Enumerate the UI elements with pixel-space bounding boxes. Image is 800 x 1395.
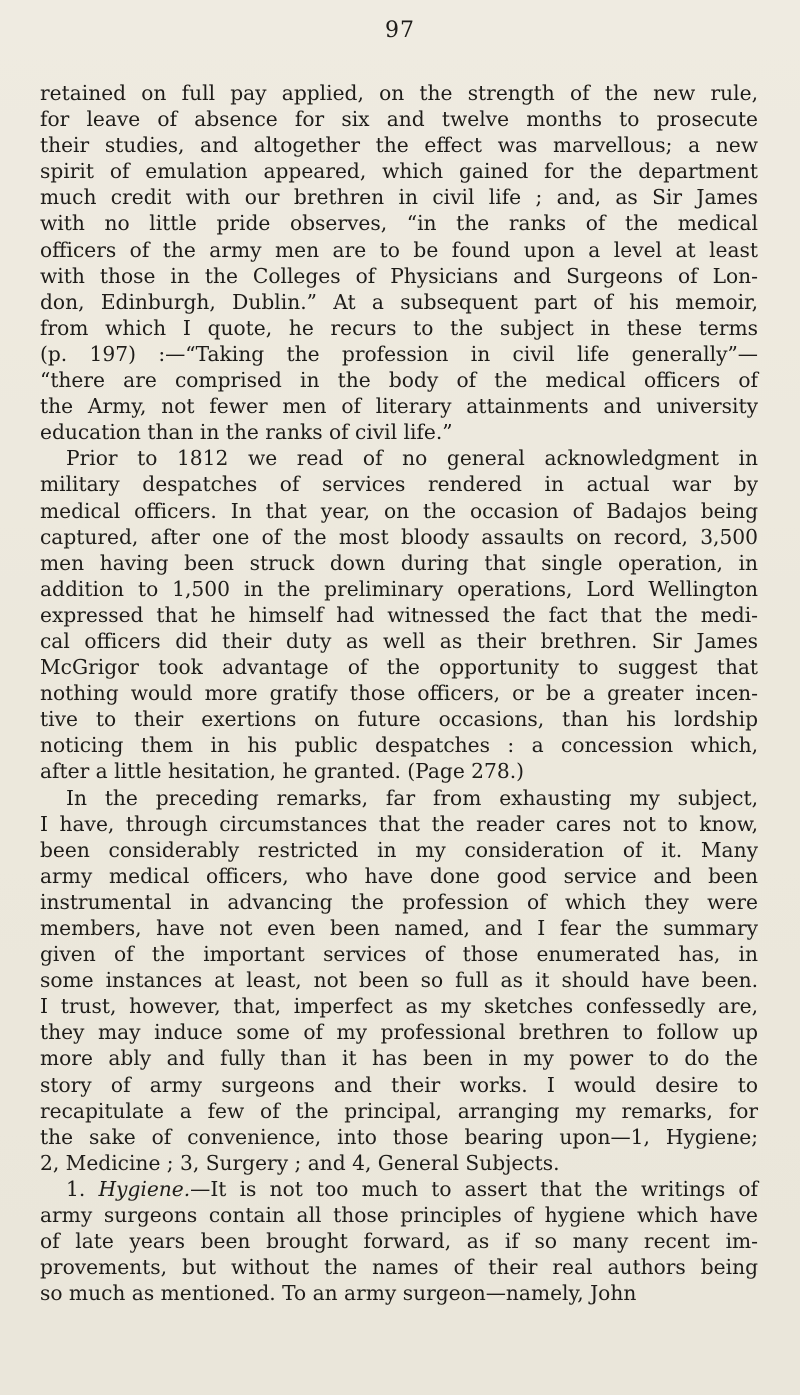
text-line: army surgeons contain all those principles of hygiene which have <box>40 1203 758 1228</box>
text-line: they may induce some of my professional brethren to follow up <box>40 1020 758 1045</box>
text-line: officers of the army men are to be found upon a level at least <box>40 237 758 262</box>
text-line: 2, Medicine ; 3, Surgery ; and 4, General Subjects. <box>40 1150 560 1175</box>
text-line: been considerably restricted in my consideration of it. Many <box>40 837 758 862</box>
body-text <box>40 80 758 1306</box>
text-line: military despatches of services rendered in actual war by <box>40 472 758 497</box>
text-line: “there are comprised in the body of the medical officers of <box>40 368 758 393</box>
text-line: (p. 197) :—“Taking the profession in civil life generally”— <box>40 341 758 366</box>
text-line: In the preceding remarks, far from exhausting my subject, <box>66 785 758 810</box>
text-line: 1. Hygiene.—It is not too much to assert that the writings of <box>66 1176 758 1201</box>
text-line: so much as mentioned. To an army surgeon—namely, John <box>40 1281 637 1306</box>
text-line: I have, through circumstances that the reader cares not to know, <box>40 811 758 836</box>
text-line: men having been struck down during that single operation, in <box>40 550 758 575</box>
text-line: McGrigor took advantage of the opportunity to suggest that <box>40 655 758 680</box>
text-line: don, Edinburgh, Dublin.” At a subsequent part of his memoir, <box>40 289 758 314</box>
text-line: after a little hesitation, he granted. (Page 278.) <box>40 759 525 784</box>
text-line: captured, after one of the most bloody assaults on record, 3,500 <box>40 524 758 549</box>
text-line: spirit of emulation appeared, which gained for the department <box>40 159 758 184</box>
text-line: given of the important services of those enumerated has, in <box>40 942 758 967</box>
text-line: recapitulate a few of the principal, arranging my remarks, for <box>40 1098 758 1123</box>
text-line: the sake of convenience, into those bearing upon—1, Hygiene; <box>40 1124 758 1149</box>
text-line: medical officers. In that year, on the occasion of Badajos being <box>40 498 758 523</box>
text-line: some instances at least, not been so full as it should have been. <box>40 968 758 993</box>
text-line: with no little pride observes, “in the ranks of the medical <box>40 211 758 236</box>
text-line: tive to their exertions on future occasions, than his lordship <box>40 707 758 732</box>
text-line: story of army surgeons and their works. I would desire to <box>40 1072 758 1097</box>
text-line: the Army, not fewer men of literary attainments and university <box>40 394 758 419</box>
text-line: members, have not even been named, and I fear the summary <box>40 916 758 940</box>
text-line: of late years been brought forward, as if so many recent im- <box>40 1229 758 1254</box>
text-line: from which I quote, he recurs to the subject in these terms <box>40 315 758 340</box>
text-line: nothing would more gratify those officers, or be a greater incen- <box>40 681 758 706</box>
text-line: instrumental in advancing the profession of which they were <box>40 889 758 914</box>
text-line: expressed that he himself had witnessed the fact that the medi- <box>40 602 758 627</box>
text-line: for leave of absence for six and twelve months to prosecute <box>40 107 758 132</box>
text-line: army medical officers, who have done good service and been <box>40 863 758 888</box>
text-line: Prior to 1812 we read of no general acknowledgment in <box>66 446 758 471</box>
text-line: with those in the Colleges of Physicians and Surgeons of Lon- <box>40 263 758 288</box>
text-line: education than in the ranks of civil life.” <box>40 420 453 445</box>
page-number: 97 <box>385 18 415 43</box>
text-line: cal officers did their duty as well as their brethren. Sir James <box>40 628 758 653</box>
text-line: provements, but without the names of their real authors being <box>40 1255 758 1280</box>
text-line: their studies, and altogether the effect was marvellous; a new <box>40 133 758 158</box>
text-line: noticing them in his public despatches : a concession which, <box>40 733 758 758</box>
text-line: addition to 1,500 in the preliminary operations, Lord Wellington <box>40 576 758 601</box>
text-line: more ably and fully than it has been in my power to do the <box>40 1046 758 1071</box>
text-line: retained on full pay applied, on the strength of the new rule, <box>40 81 758 105</box>
text-line: much credit with our brethren in civil life ; and, as Sir James <box>40 185 758 210</box>
text-line: I trust, however, that, imperfect as my sketches confessedly are, <box>40 994 758 1019</box>
